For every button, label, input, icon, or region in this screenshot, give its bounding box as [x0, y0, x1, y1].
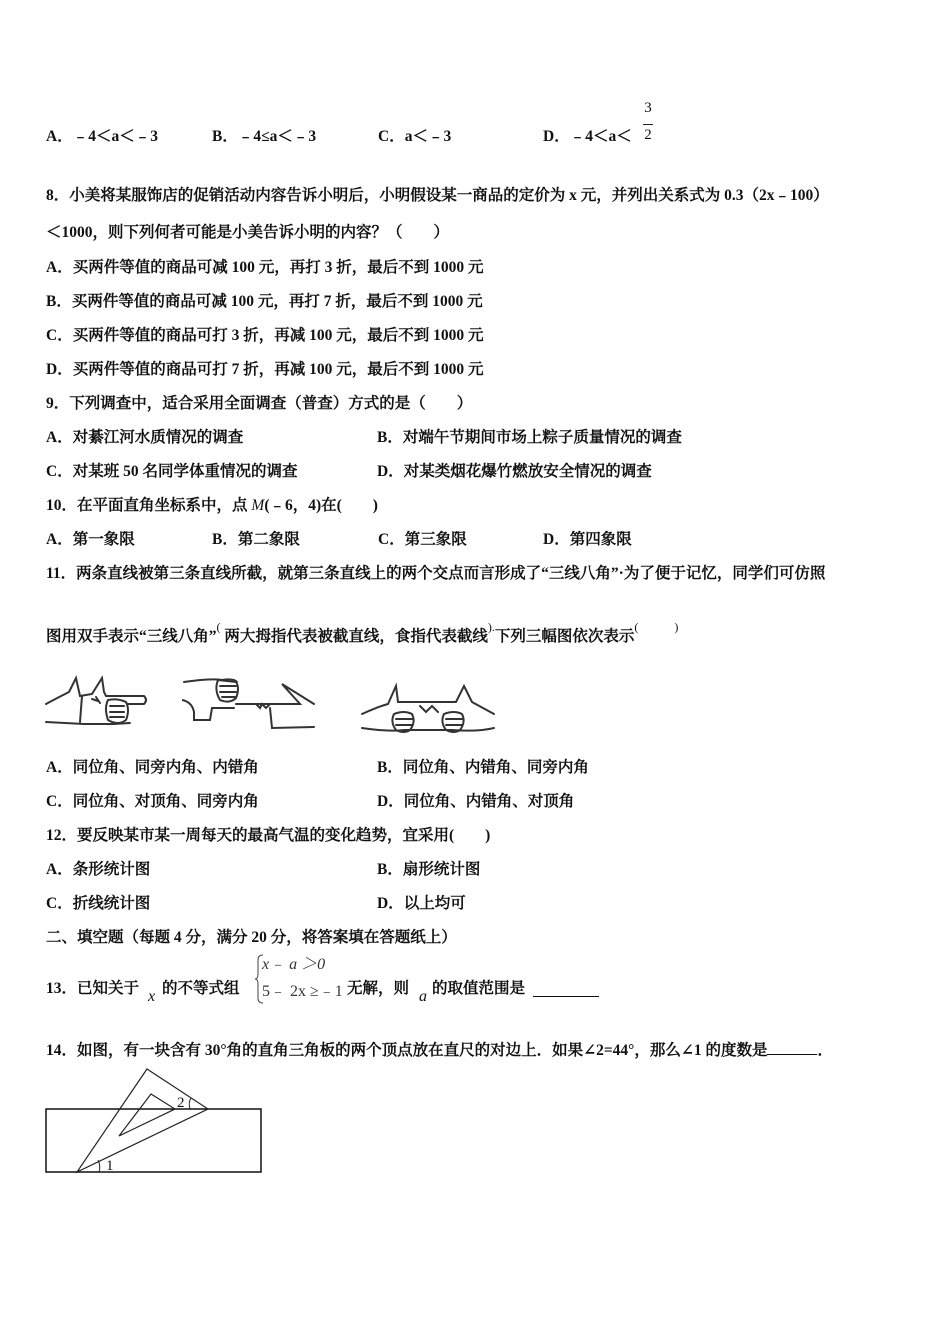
q10-stem-suffix: (﹣6，4)在( ) — [264, 497, 378, 514]
q10-point-label: M — [251, 497, 265, 514]
hand-figure-2 — [182, 672, 318, 734]
q12-option-c: C．折线统计图 — [46, 895, 151, 912]
q9-option-d: D．对某类烟花爆竹燃放安全情况的调查 — [377, 463, 652, 480]
q9-stem: 9．下列调查中，适合采用全面调查（普查）方式的是（ ） — [46, 395, 473, 412]
q14-stem-end: ． — [817, 1042, 833, 1059]
q11-stem-line2 — [46, 620, 679, 647]
q10-option-c: C．第三象限 — [378, 531, 467, 548]
q8-stem-line1: 8．小美将某服饰店的促销活动内容告诉小明后，小明假设某一商品的定价为 x 元，并列出关系式为 0.3（2x﹣100） — [46, 187, 829, 204]
q7-option-b: B．﹣4≤a＜﹣3 — [212, 128, 317, 145]
q11-line2-part-a: 图用双手表示“三线八角” — [46, 628, 217, 645]
q11-option-c: C．同位角、对顶角、同旁内角 — [46, 793, 259, 810]
q11-paren-open: ( — [216, 620, 221, 634]
q14-stem — [46, 1038, 833, 1061]
q14-answer-blank[interactable] — [767, 1038, 817, 1055]
q7-option-d: D．﹣4＜a＜ — [543, 128, 632, 145]
q11-option-a: A．同位角、同旁内角、内错角 — [46, 759, 259, 776]
q8-stem-line2: ＜1000，则下列何者可能是小美告诉小明的内容？（ ） — [46, 224, 450, 241]
q11-line2-part-c: 下列三幅图依次表示 — [494, 628, 635, 645]
q10-option-d: D．第四象限 — [543, 531, 632, 548]
q13-answer-blank[interactable] — [533, 979, 599, 1003]
q13-prefix: 13．已知关于 — [46, 980, 140, 997]
q7-option-c: C．a＜﹣3 — [378, 128, 452, 145]
hand-figure-3 — [360, 672, 498, 736]
q13-after: 无解，则 — [347, 980, 410, 997]
q11-stem-line1: 11．两条直线被第三条直线所截，就第三条直线上的两个交点而言形成了“三线八角”·为了便于记忆，同学们可仿照 — [46, 565, 826, 582]
q12-option-a: A．条形统计图 — [46, 861, 151, 878]
q8-option-b: B．买两件等值的商品可减 100 元，再打 7 折，最后不到 1000 元 — [46, 293, 483, 310]
ruler-shape — [46, 1109, 261, 1172]
section2-heading: 二、填空题（每题 4 分，满分 20 分，将答案填在答题纸上） — [46, 929, 457, 946]
q9-option-c: C．对某班 50 名同学体重情况的调查 — [46, 463, 298, 480]
q11-option-b: B．同位角、内错角、同旁内角 — [377, 759, 589, 776]
q12-option-b: B．扇形统计图 — [377, 861, 481, 878]
q7-option-a: A．﹣4＜a＜﹣3 — [46, 128, 158, 145]
q9-option-b: B．对端午节期间市场上粽子质量情况的调查 — [377, 429, 682, 446]
angle-2-arc — [189, 1098, 191, 1109]
q7-d-fraction-bar — [643, 124, 653, 125]
q11-paren-close: ). — [487, 620, 495, 634]
q8-option-d: D．买两件等值的商品可打 7 折，再减 100 元，最后不到 1000 元 — [46, 361, 484, 378]
q11-answer-paren: ( ) — [634, 620, 679, 634]
angle-2-label: 2 — [177, 1095, 185, 1111]
q8-option-c: C．买两件等值的商品可打 3 折，再减 100 元，最后不到 1000 元 — [46, 327, 484, 344]
q13-inequality-1: x﹣ a ＞0 — [262, 956, 326, 973]
hand-figure-1 — [44, 672, 150, 734]
angle-1-label: 1 — [106, 1158, 114, 1174]
q13-var-x: x — [148, 988, 156, 1005]
q7-d-fraction-denominator: 2 — [644, 127, 652, 143]
q13-inequality-2: 5﹣ 2x ≥﹣1 — [262, 983, 343, 1000]
q11-line2-part-b: 两大拇指代表被截直线，食指代表截线 — [224, 628, 488, 645]
q10-stem — [46, 496, 378, 516]
q11-option-d: D．同位角、内错角、对顶角 — [377, 793, 575, 810]
q8-option-a: A．买两件等值的商品可减 100 元，再打 3 折，最后不到 1000 元 — [46, 259, 484, 276]
q13-mid: 的不等式组 — [162, 980, 240, 997]
q7-d-fraction-numerator: 3 — [644, 100, 652, 116]
q12-stem: 12．要反映某市某一周每天的最高气温的变化趋势，宜采用( ) — [46, 827, 491, 844]
ruler-triangle-diagram — [40, 1060, 270, 1180]
q10-stem-prefix: 10．在平面直角坐标系中，点 — [46, 497, 252, 514]
q12-option-d: D．以上均可 — [377, 895, 466, 912]
q10-option-b: B．第二象限 — [212, 531, 300, 548]
q9-option-a: A．对綦江河水质情况的调查 — [46, 429, 244, 446]
set-square-inner — [119, 1094, 175, 1136]
q14-stem-text: 14．如图，有一块含有 30°角的直角三角板的两个顶点放在直尺的对边上．如果∠2=44°，那么∠1 的度数是 — [46, 1042, 768, 1059]
q10-option-a: A．第一象限 — [46, 531, 135, 548]
q13-suffix: 的取值范围是 — [432, 980, 526, 997]
set-square-outer — [77, 1069, 208, 1172]
q13-var-a: a — [419, 988, 427, 1005]
